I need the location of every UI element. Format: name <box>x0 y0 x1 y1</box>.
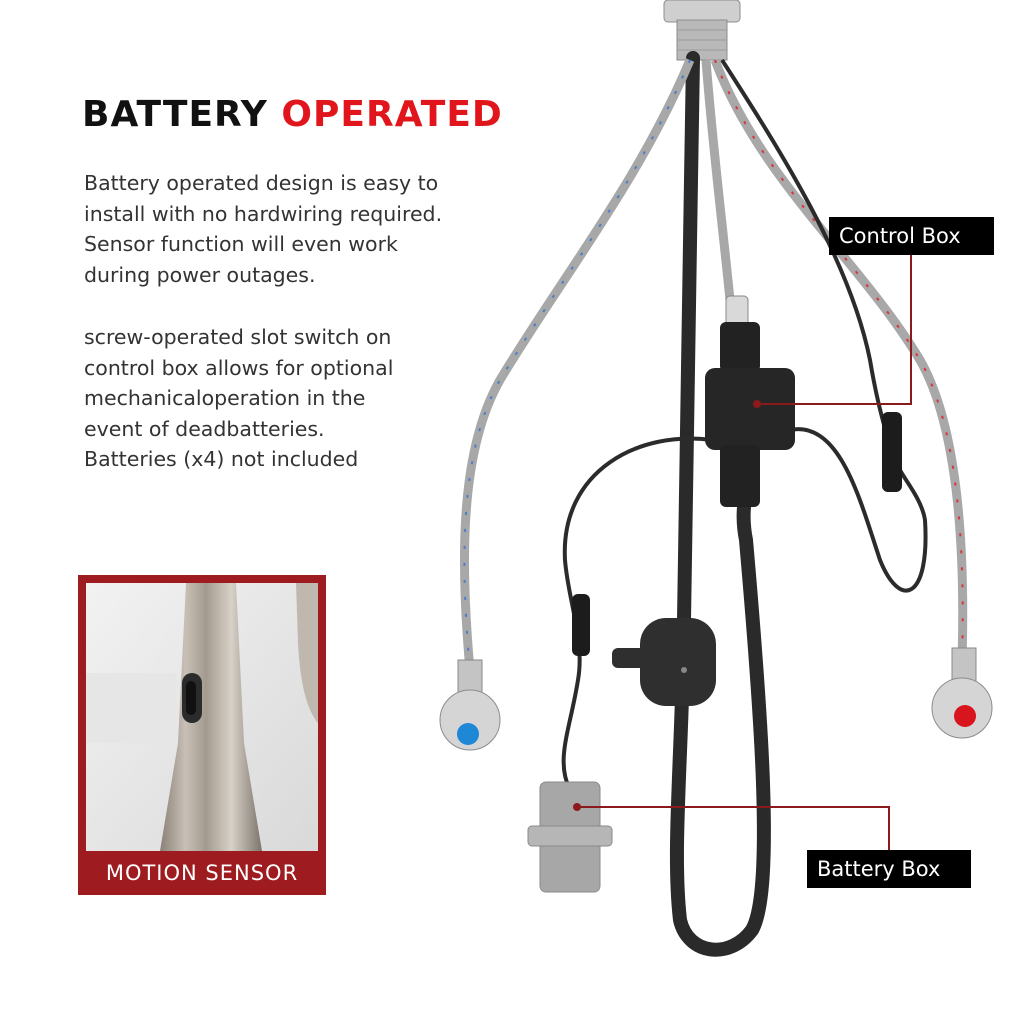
description-paragraph-2: screw-operated slot switch on control box allows for optional mechanicaloperation in the event of deadbatteries. Batteries (x4) not included <box>84 325 394 471</box>
battery-box <box>528 782 612 892</box>
motion-sensor-inset <box>78 575 326 895</box>
cable-connector-right <box>882 412 902 492</box>
mounting-shank <box>664 0 740 60</box>
sensor-cable <box>790 429 926 590</box>
headline-part1: BATTERY <box>82 94 268 135</box>
control-box <box>705 296 795 507</box>
battery-box-leader <box>577 807 889 850</box>
control-box-label: Control Box <box>829 217 994 255</box>
motion-sensor-photo <box>86 583 318 851</box>
battery-box-label: Battery Box <box>807 850 971 888</box>
description-paragraph-1: Battery operated design is easy to install with no hardwiring required. Sensor function will even work during power outages. <box>84 171 443 287</box>
headline-part2: OPERATED <box>281 94 503 135</box>
hot-angle-valve <box>932 648 992 738</box>
cold-supply-line <box>464 60 690 670</box>
solenoid-valve <box>612 618 716 706</box>
cable-connector-left <box>572 594 590 656</box>
motion-sensor-caption: MOTION SENSOR <box>105 861 299 885</box>
cold-angle-valve <box>440 660 500 750</box>
